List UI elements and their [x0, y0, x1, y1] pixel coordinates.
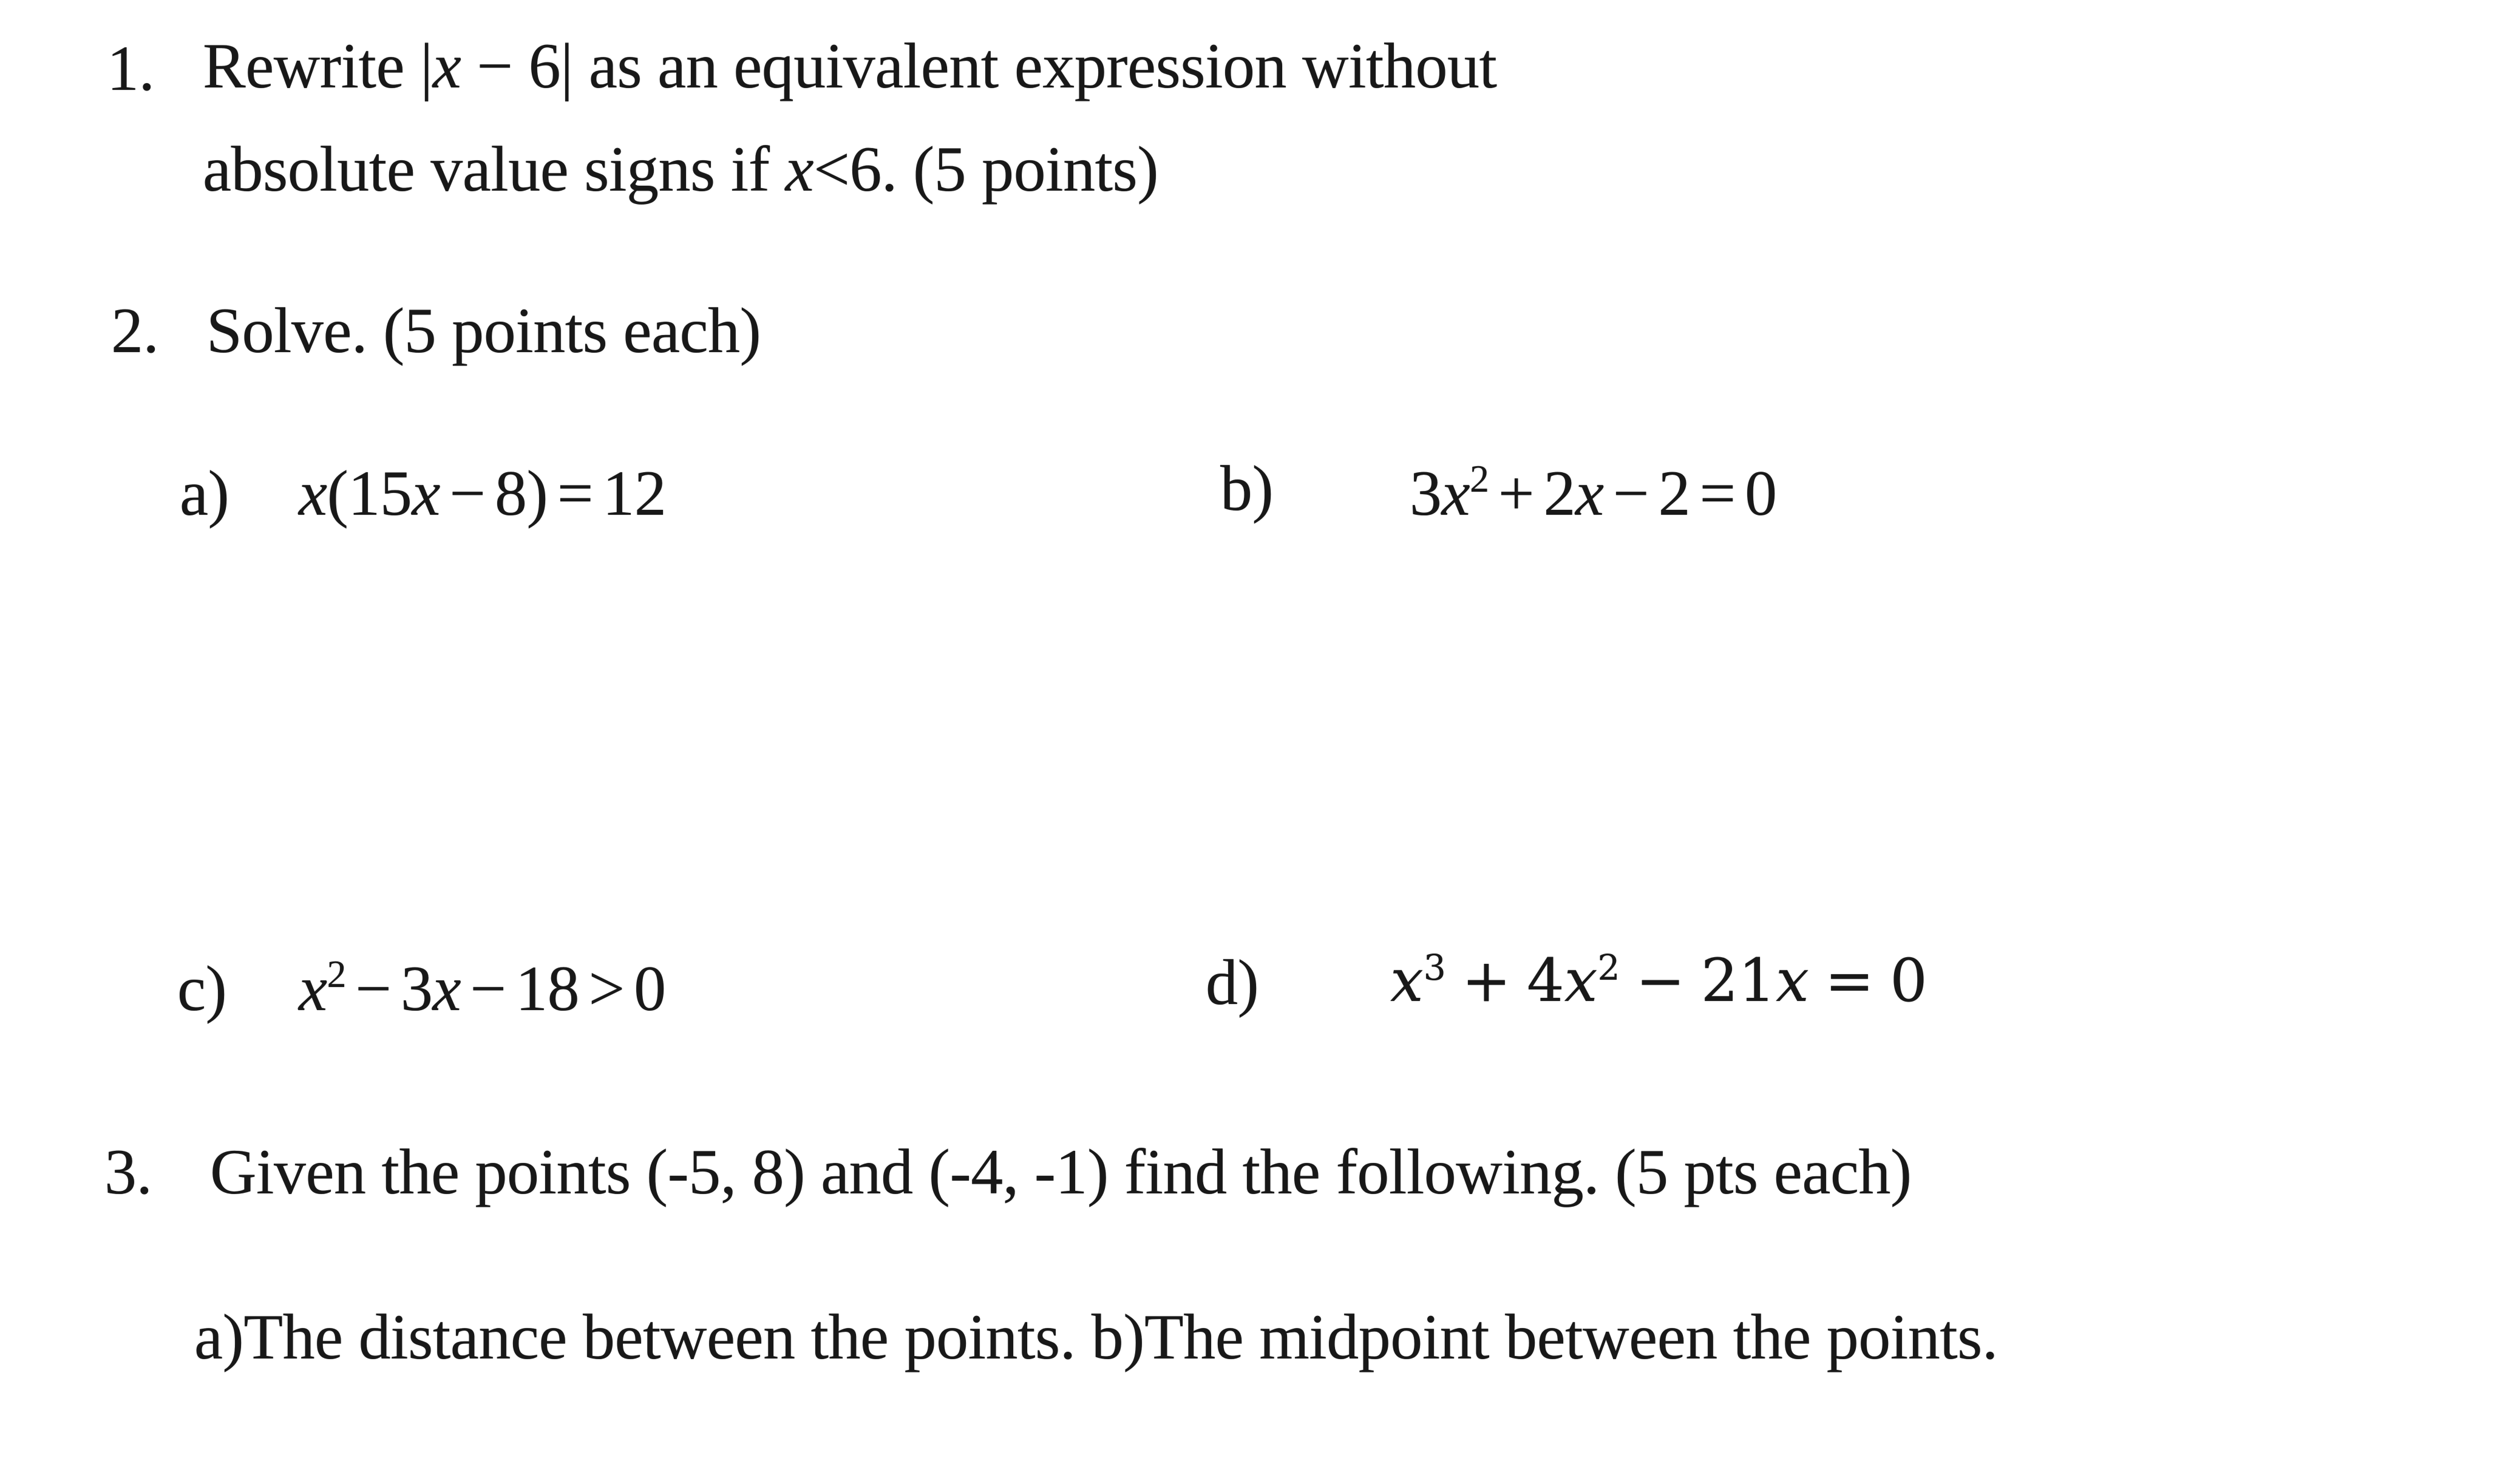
problem-1-number: 1. [107, 33, 155, 104]
item-d-expression: $x^3 + 4x^2 - 21x = 0$ [1390, 946, 1927, 1015]
item-d-label: d) [1206, 947, 1259, 1018]
problem-3-number: 3. [104, 1136, 152, 1207]
item-c-expression: $x^2 - 3x - 18 > 0$ [299, 952, 666, 1024]
problem-2-number: 2. [111, 295, 159, 366]
problem-3-subline: a)The distance between the points. b)The midpoint between the points. [194, 1301, 1998, 1372]
item-a-expression: x(15x − 8) = 12 [299, 458, 667, 529]
problem-2-title: Solve. (5 points each) [206, 295, 761, 366]
item-b-expression: $3x^2 + 2x - 2 = 0$ [1410, 456, 1777, 529]
problem-3-title: Given the points (-5, 8) and (-4, -1) find the following. (5 pts each) [210, 1136, 1912, 1207]
problem-1-line-2: absolute value signs if x<6. (5 points) [203, 134, 1159, 205]
problem-1-line-1: Rewrite |x − 6| as an equivalent expression without [203, 30, 1497, 101]
item-b-label: b) [1220, 453, 1274, 524]
item-c-label: c) [177, 953, 227, 1024]
item-a-label: a) [180, 458, 229, 529]
